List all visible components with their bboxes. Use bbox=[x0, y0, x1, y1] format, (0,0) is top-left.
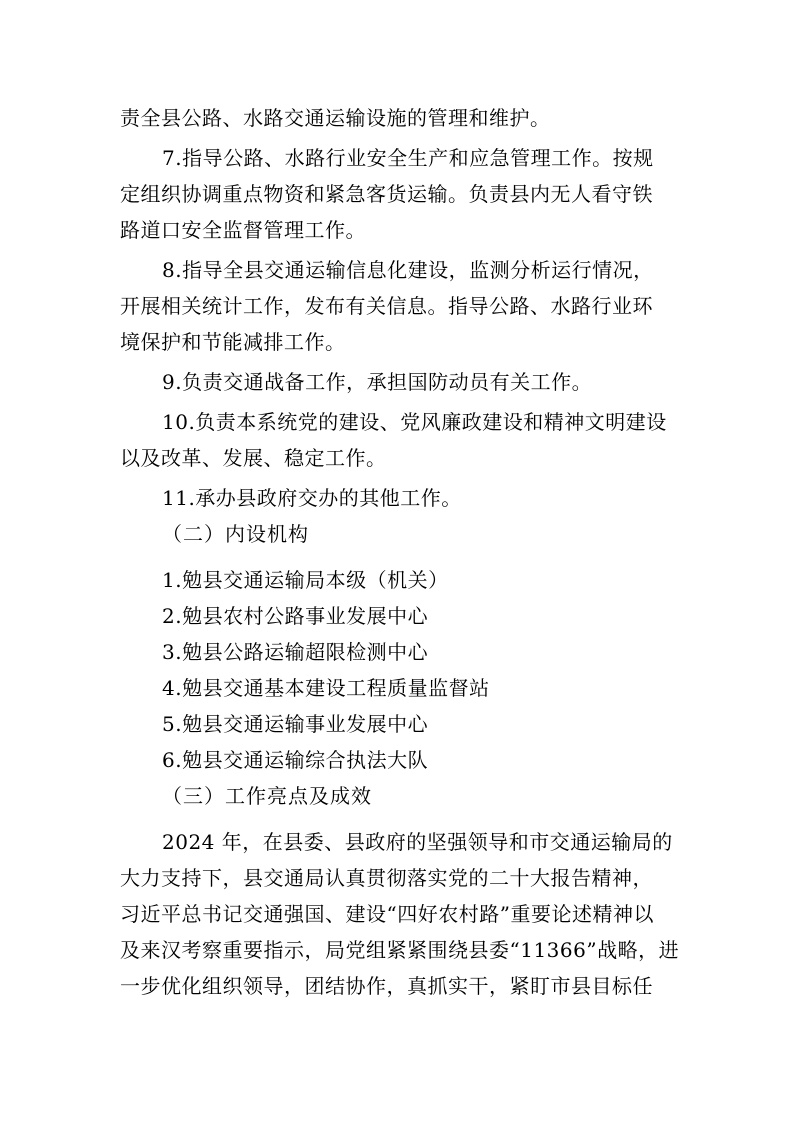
paragraph-line: 2024 年，在县委、县政府的坚强领导和市交通运输局的 bbox=[162, 830, 673, 854]
section-heading-internal-organs: （二）内设机构 bbox=[162, 522, 309, 546]
duty-item-11: 11.承办县政府交办的其他工作。 bbox=[162, 486, 462, 510]
text-line: 以及改革、发展、稳定工作。 bbox=[120, 446, 387, 470]
org-item-2: 2.勉县农村公路事业发展中心 bbox=[162, 604, 429, 628]
text-line: 开展相关统计工作，发布有关信息。指导公路、水路行业环 bbox=[120, 294, 653, 318]
paragraph-line: 大力支持下，县交通局认真贯彻落实党的二十大报告精神， bbox=[120, 866, 653, 890]
text-line: 境保护和节能减排工作。 bbox=[120, 330, 346, 354]
paragraph-line: 一步优化组织领导，团结协作，真抓实干，紧盯市县目标任 bbox=[120, 974, 653, 998]
duty-item-10: 10.负责本系统党的建设、党风廉政建设和精神文明建设 bbox=[162, 410, 667, 434]
duty-item-8: 8.指导全县交通运输信息化建设，监测分析运行情况， bbox=[162, 258, 654, 282]
org-item-5: 5.勉县交通运输事业发展中心 bbox=[162, 712, 429, 736]
text-line: 责全县公路、水路交通运输设施的管理和维护。 bbox=[120, 106, 551, 130]
paragraph-line: 习近平总书记交通强国、建设“四好农村路”重要论述精神以 bbox=[120, 902, 654, 926]
document-body bbox=[120, 100, 680, 1004]
duty-item-9: 9.负责交通战备工作，承担国防动员有关工作。 bbox=[162, 370, 593, 394]
paragraph-line: 及来汉考察重要指示，局党组紧紧围绕县委“11366”战略，进 bbox=[120, 938, 680, 962]
org-item-4: 4.勉县交通基本建设工程质量监督站 bbox=[162, 676, 490, 700]
section-heading-highlights: （三）工作亮点及成效 bbox=[162, 784, 372, 808]
text-line: 路道口安全监督管理工作。 bbox=[120, 218, 366, 242]
org-item-3: 3.勉县公路运输超限检测中心 bbox=[162, 640, 429, 664]
org-item-6: 6.勉县交通运输综合执法大队 bbox=[162, 748, 429, 772]
duty-item-7: 7.指导公路、水路行业安全生产和应急管理工作。按规 bbox=[162, 146, 654, 170]
text-line: 定组织协调重点物资和紧急客货运输。负责县内无人看守铁 bbox=[120, 182, 653, 206]
org-item-1: 1.勉县交通运输局本级（机关） bbox=[162, 568, 449, 592]
